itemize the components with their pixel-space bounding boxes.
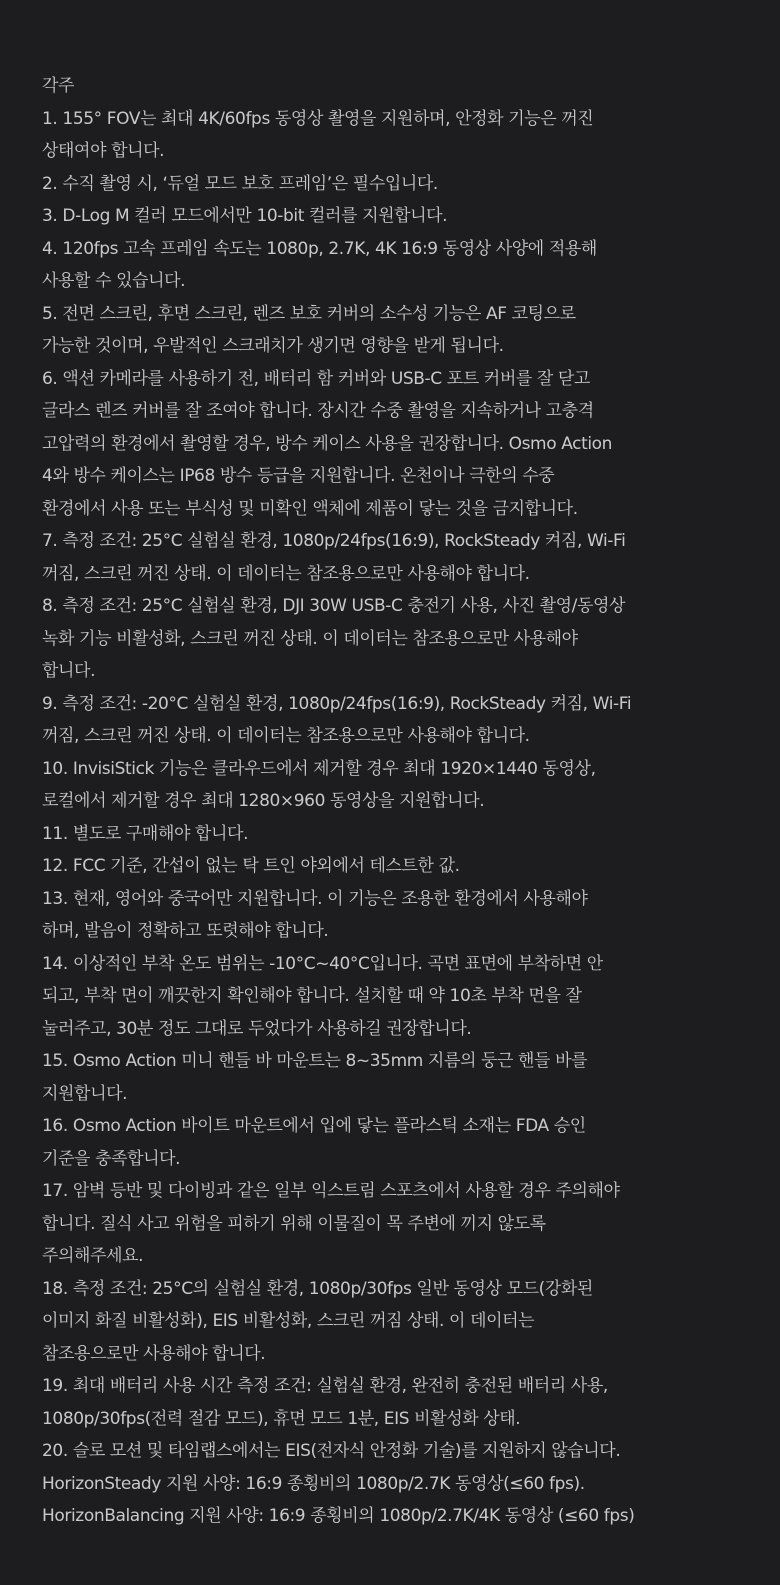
footnote-line: 녹화 기능 비활성화, 스크린 꺼진 상태. 이 데이터는 참조용으로만 사용해야: [42, 628, 578, 649]
footnote-line: 4와 방수 케이스는 IP68 방수 등급을 지원합니다. 온천이나 극한의 수중: [42, 466, 555, 486]
footnote-line: 꺼짐, 스크린 꺼진 상태. 이 데이터는 참조용으로만 사용해야 합니다.: [42, 563, 530, 584]
footnote-line: 4. 120fps 고속 프레임 속도는 1080p, 2.7K, 4K 16:9 동영상 사양에 적용해: [42, 238, 597, 259]
footnote-line: 17. 암벽 등반 및 다이빙과 같은 일부 익스트림 스포츠에서 사용할 경우 주의해야: [42, 1181, 620, 1201]
footnote-line: 가능한 것이며, 우발적인 스크래치가 생기면 영향을 받게 됩니다.: [42, 336, 504, 356]
footnote-line: 1080p/30fps(전력 절감 모드), 휴면 모드 1분, EIS 비활성화 상태.: [42, 1408, 521, 1429]
footnote-line: 2. 수직 촬영 시, ‘듀얼 모드 보호 프레임’은 필수입니다.: [42, 173, 438, 194]
footnote-line: 지원합니다.: [42, 1083, 128, 1104]
footnote-line: 8. 측정 조건: 25°C 실험실 환경, DJI 30W USB-C 충전기 사용, 사진 촬영/동영상: [42, 596, 626, 616]
footnote-line: 환경에서 사용 또는 부식성 및 미확인 액체에 제품이 닿는 것을 금지합니다.: [42, 498, 578, 519]
footnote-line: 사용할 수 있습니다.: [42, 271, 186, 291]
footnote-line: 로컬에서 제거할 경우 최대 1280×960 동영상을 지원합니다.: [42, 791, 485, 811]
footnote-line: 되고, 부착 면이 깨끗한지 확인해야 합니다. 설치할 때 약 10초 부착 면을 잘: [42, 986, 582, 1006]
footnote-line: 14. 이상적인 부착 온도 범위는 -10°C~40°C입니다. 곡면 표면에 부착하면 안: [42, 953, 603, 974]
footnote-line: 9. 측정 조건: -20°C 실험실 환경, 1080p/24fps(16:9), RockSteady 켜짐, Wi-Fi: [42, 693, 632, 714]
footnotes-heading: 각주: [42, 76, 75, 96]
footnote-line: 합니다. 질식 사고 위험을 피하기 위해 이물질이 목 주변에 끼지 않도록: [42, 1213, 546, 1234]
footnote-line: 19. 최대 배터리 사용 시간 측정 조건: 실험실 환경, 완전히 충전된 배터리 사용,: [42, 1376, 608, 1396]
footnote-line: 꺼짐, 스크린 꺼진 상태. 이 데이터는 참조용으로만 사용해야 합니다.: [42, 726, 530, 746]
footnote-line: 7. 측정 조건: 25°C 실험실 환경, 1080p/24fps(16:9), RockSteady 켜짐, Wi-Fi: [42, 531, 626, 551]
footnote-line: 15. Osmo Action 미니 핸들 바 마운트는 8~35mm 지름의 둥근 핸들 바를: [42, 1051, 588, 1071]
footnote-line: 5. 전면 스크린, 후면 스크린, 렌즈 보호 커버의 소수성 기능은 AF 코팅으로: [42, 303, 576, 324]
footnote-line: 고압력의 환경에서 촬영할 경우, 방수 케이스 사용을 권장합니다. Osmo Action: [42, 433, 613, 454]
footnote-line: 기준을 충족합니다.: [42, 1148, 181, 1169]
footnote-line: 13. 현재, 영어와 중국어만 지원합니다. 이 기능은 조용한 환경에서 사용해야: [42, 888, 588, 909]
footnotes-section: [42, 70, 778, 1533]
footnote-line: 11. 별도로 구매해야 합니다.: [42, 823, 249, 844]
footnote-line: 주의해주세요.: [42, 1246, 144, 1266]
footnote-line: 10. InvisiStick 기능은 클라우드에서 제거할 경우 최대 1920×1440 동영상,: [42, 758, 596, 779]
footnote-line: 12. FCC 기준, 간섭이 없는 탁 트인 야외에서 테스트한 값.: [42, 856, 460, 876]
footnote-line: 20. 슬로 모션 및 타임랩스에서는 EIS(전자식 안정화 기술)를 지원하지 않습니다.: [42, 1441, 621, 1461]
footnote-line: 눌러주고, 30분 정도 그대로 두었다가 사용하길 권장합니다.: [42, 1018, 472, 1039]
footnote-line: 이미지 화질 비활성화), EIS 비활성화, 스크린 꺼짐 상태. 이 데이터는: [42, 1311, 535, 1331]
footnote-line: 글라스 렌즈 커버를 잘 조여야 합니다. 장시간 수중 촬영을 지속하거나 고충격: [42, 401, 594, 421]
footnote-line: 상태여야 합니다.: [42, 141, 165, 161]
footnote-line: 참조용으로만 사용해야 합니다.: [42, 1343, 266, 1364]
footnote-line: 3. D-Log M 컬러 모드에서만 10-bit 컬러를 지원합니다.: [42, 206, 448, 226]
footnote-line: 하며, 발음이 정확하고 또렷해야 합니다.: [42, 921, 329, 941]
footnote-line: HorizonSteady 지원 사양: 16:9 종횡비의 1080p/2.7K 동영상(≤60 fps).: [42, 1473, 585, 1494]
footnote-line: 1. 155° FOV는 최대 4K/60fps 동영상 촬영을 지원하며, 안정화 기능은 꺼진: [42, 108, 594, 129]
footnote-line: HorizonBalancing 지원 사양: 16:9 종횡비의 1080p/2.7K/4K 동영상 (≤60 fps): [42, 1506, 635, 1526]
footnote-line: 18. 측정 조건: 25°C의 실험실 환경, 1080p/30fps 일반 동영상 모드(강화된: [42, 1278, 593, 1299]
footnote-line: 합니다.: [42, 661, 96, 681]
footnote-line: 6. 액션 카메라를 사용하기 전, 배터리 함 커버와 USB-C 포트 커버를 잘 닫고: [42, 368, 590, 389]
footnote-line: 16. Osmo Action 바이트 마운트에서 입에 닿는 플라스틱 소재는 FDA 승인: [42, 1116, 586, 1136]
